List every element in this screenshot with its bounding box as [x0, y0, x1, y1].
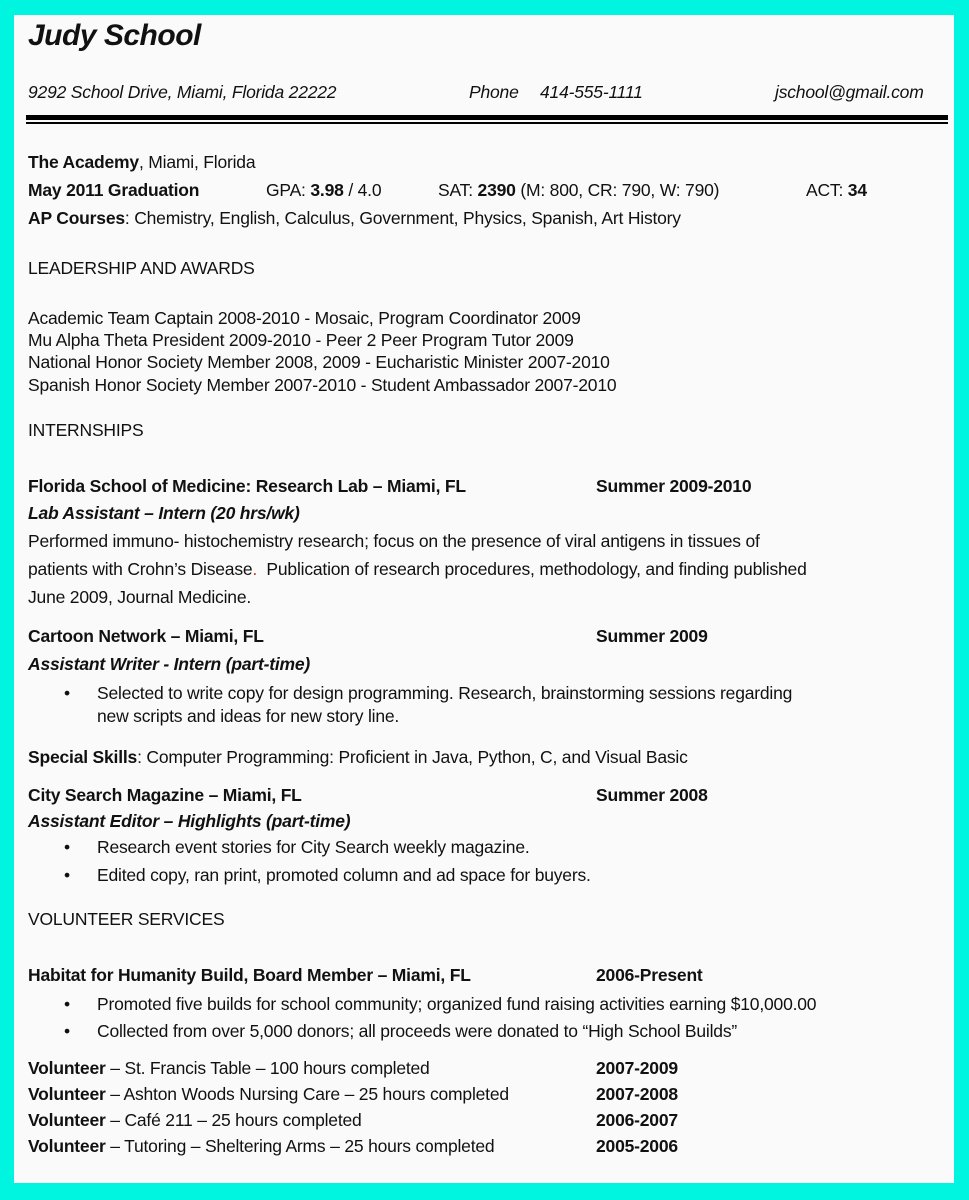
- volunteer-row: [28, 1082, 678, 1106]
- sat-breakdown: (M: 800, CR: 790, W: 790): [515, 180, 720, 200]
- volunteer-row: [28, 1056, 678, 1080]
- job-date: Summer 2009: [596, 626, 708, 646]
- volunteer-label: Volunteer: [28, 1110, 106, 1130]
- job-role: Assistant Editor – Highlights (part-time): [28, 811, 351, 831]
- skills-text: : Computer Programming: Proficient in Java, Python, C, and Visual Basic: [137, 747, 688, 767]
- contact-line: [28, 80, 924, 104]
- leadership-line: Academic Team Captain 2008-2010 - Mosaic, Program Coordinator 2009: [28, 308, 581, 328]
- candidate-name: Judy School: [28, 19, 201, 52]
- sat: 2390: [477, 180, 516, 200]
- resume-page: [14, 15, 954, 1183]
- bullet-text: Collected from over 5,000 donors; all proceeds were donated to “High School Builds”: [97, 1021, 738, 1041]
- bullet-text: Selected to write copy for design programming. Research, brainstorming sessions regarding: [97, 683, 793, 703]
- section-heading-volunteer: VOLUNTEER SERVICES: [28, 909, 225, 929]
- job-role: Assistant Writer - Intern (part-time): [28, 654, 311, 674]
- volunteer-title-line: [28, 963, 703, 987]
- school-name: The Academy: [28, 152, 139, 172]
- volunteer-text: – Tutoring – Sheltering Arms – 25 hours completed: [105, 1136, 495, 1156]
- bullet-text: Edited copy, ran print, promoted column and ad space for buyers.: [97, 865, 591, 885]
- gpa-label: GPA:: [266, 180, 311, 200]
- section-heading-leadership: LEADERSHIP AND AWARDS: [28, 258, 255, 278]
- phone: 414-555-1111: [540, 82, 643, 102]
- volunteer-text: – Café 211 – 25 hours completed: [105, 1110, 362, 1130]
- volunteer-date: 2007-2009: [596, 1058, 678, 1078]
- bullet-text: Research event stories for City Search weekly magazine.: [97, 837, 530, 857]
- bullet-icon: •: [64, 994, 70, 1014]
- skills-line: [28, 745, 688, 769]
- job-description: [28, 557, 807, 581]
- volunteer-date: 2007-2008: [596, 1084, 678, 1104]
- leadership-line: National Honor Society Member 2008, 2009 - Eucharistic Minister 2007-2010: [28, 352, 610, 372]
- ap-list: : Chemistry, English, Calculus, Government, Physics, Spanish, Art History: [124, 208, 681, 228]
- volunteer-label: Volunteer: [28, 1136, 106, 1156]
- volunteer-date: 2006-Present: [596, 965, 703, 985]
- volunteer-text: – St. Francis Table – 100 hours completed: [105, 1058, 430, 1078]
- section-heading-internships: INTERNSHIPS: [28, 420, 144, 440]
- job-org: Cartoon Network – Miami, FL: [28, 626, 264, 646]
- volunteer-org: Habitat for Humanity Build, Board Member – Miami, FL: [28, 965, 471, 985]
- job-description: Performed immuno- histochemistry research; focus on the presence of viral antigens in tissues of: [28, 531, 760, 551]
- divider-thick: [26, 115, 948, 120]
- gpa-scale: / 4.0: [343, 180, 382, 200]
- job-description-part: patients with Crohn’s Disease: [28, 559, 253, 579]
- bullet-text: new scripts and ideas for new story line.: [97, 706, 400, 726]
- sat-label: SAT:: [438, 180, 478, 200]
- leadership-line: Mu Alpha Theta President 2009-2010 - Peer 2 Peer Program Tutor 2009: [28, 330, 574, 350]
- act: 34: [847, 180, 867, 200]
- email[interactable]: jschool@gmail.com: [775, 82, 924, 102]
- volunteer-label: Volunteer: [28, 1058, 106, 1078]
- job-date: Summer 2009-2010: [596, 476, 752, 496]
- job-title-line: [28, 624, 708, 648]
- school-location: , Miami, Florida: [138, 152, 256, 172]
- job-date: Summer 2008: [596, 785, 708, 805]
- bullet-icon: •: [64, 837, 70, 857]
- job-description-part: Publication of research procedures, methodology, and finding published: [266, 559, 807, 579]
- school-line: [28, 150, 255, 174]
- job-org: Florida School of Medicine: Research Lab – Miami, FL: [28, 476, 466, 496]
- act-label: ACT:: [806, 180, 848, 200]
- volunteer-label: Volunteer: [28, 1084, 106, 1104]
- leadership-line: Spanish Honor Society Member 2007-2010 - Student Ambassador 2007-2010: [28, 375, 617, 395]
- gpa: 3.98: [310, 180, 344, 200]
- bullet-icon: •: [64, 683, 70, 703]
- job-title-line: [28, 783, 708, 807]
- bullet-icon: •: [64, 1021, 70, 1041]
- graduation: May 2011 Graduation: [28, 180, 200, 200]
- job-org: City Search Magazine – Miami, FL: [28, 785, 302, 805]
- volunteer-row: [28, 1134, 678, 1158]
- bullet-icon: •: [64, 865, 70, 885]
- ap-label: AP Courses: [28, 208, 125, 228]
- period: .: [252, 559, 258, 579]
- job-role: Lab Assistant – Intern (20 hrs/wk): [28, 503, 300, 523]
- address: 9292 School Drive, Miami, Florida 22222: [28, 82, 337, 102]
- scores-line: [28, 178, 867, 202]
- skills-label: Special Skills: [28, 747, 138, 767]
- volunteer-date: 2005-2006: [596, 1136, 678, 1156]
- job-title-line: [28, 474, 752, 498]
- volunteer-date: 2006-2007: [596, 1110, 678, 1130]
- ap-line: [28, 206, 681, 230]
- volunteer-text: – Ashton Woods Nursing Care – 25 hours completed: [105, 1084, 509, 1104]
- phone-label: Phone: [469, 82, 519, 102]
- divider-thin: [26, 122, 948, 124]
- job-description: June 2009, Journal Medicine.: [28, 587, 252, 607]
- bullet-text: Promoted five builds for school community; organized fund raising activities earning $10,000.00: [97, 994, 817, 1014]
- volunteer-row: [28, 1108, 678, 1132]
